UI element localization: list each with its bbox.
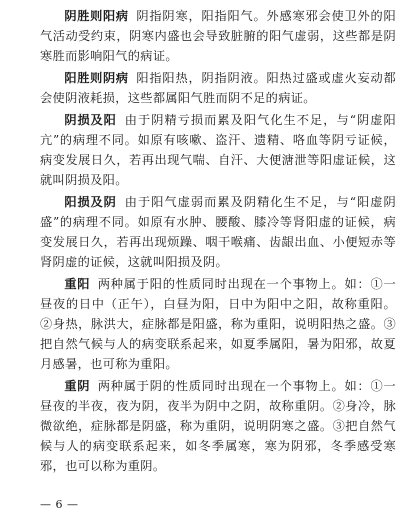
entry-chong-yang [40, 274, 396, 374]
page-number: — 6 — [40, 498, 79, 511]
entry-yin-sun-ji-yang [40, 110, 396, 190]
entry-term: 阴胜则阳病 [64, 9, 129, 23]
entry-yang-sheng-ze-yin-bing [40, 68, 396, 108]
entry-text: 阳指阳热，阴指阴液。阳热过盛或虚火妄动都会使阴液耗损，这些都属阳气胜而阴不足的病证。 [40, 71, 397, 105]
entry-term: 阳胜则阴病 [64, 71, 129, 85]
entry-yang-sun-ji-yin [40, 192, 396, 272]
entry-text: 由于阳气虚弱而累及阴精化生不足，与“阳虚阴盛”的病理不同。如原有水肿、腰酸、膝冷等肾阳虚的证候，病变发展日久，若再出现烦躁、咽干喉痛、齿龈出血、小便短赤等肾阴虚的证候，这就叫阳损及阴。 [40, 195, 396, 269]
entry-term: 阴损及阳 [64, 113, 117, 127]
entry-chong-yin [40, 376, 396, 476]
entry-text: 两种属于阳的性质同时出现在一个事物上。如：①一昼夜的日中（正午），白昼为阳，日中为阳中之阳，故称重阳。②身热，脉洪大，症脉都是阳盛，称为重阳，说明阳热之盛。③把自然气候与人的病变联系起来，如夏季属阳，暑为阳邪，故夏月感暑，也可称为重阳。 [40, 277, 396, 371]
entry-term: 阳损及阴 [64, 195, 117, 209]
entry-term: 重阳 [64, 277, 91, 291]
entry-text: 两种属于阴的性质同时出现在一个事物上。如：①一昼夜的半夜，夜为阴，夜半为阴中之阴，故称重阴。②身冷，脉微欲绝，症脉都是阴盛，称为重阴，说明阴寒之盛。③把自然气候与人的病变联系起来，如冬季属寒，寒为阴邪，冬季感受寒邪，也可以称为重阴。 [40, 379, 396, 473]
entry-term: 重阴 [64, 379, 91, 393]
entry-yin-sheng-ze-yang-bing [40, 6, 396, 66]
entry-text: 由于阴精亏损而累及阳气化生不足，与“阴虚阳亢”的病理不同。如原有咳嗽、盗汗、遗精、咯血等阴亏证候，病变发展日久，若再出现气喘、自汗、大便溏泄等阳虚证候，这就叫阴损及阳。 [40, 113, 396, 187]
entry-text: 阴指阴寒，阳指阳气。外感寒邪会使卫外的阳气活动受约束，阴寒内盛也会导致脏腑的阳气虚弱，这些都是阴寒胜而影响阳气的病证。 [40, 9, 397, 63]
